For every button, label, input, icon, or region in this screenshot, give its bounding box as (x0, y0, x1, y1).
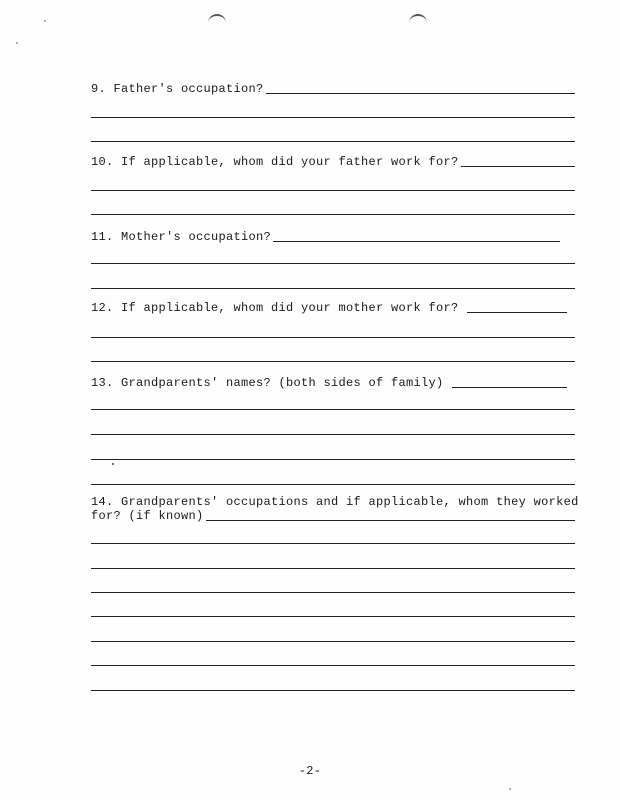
answer-line[interactable] (91, 141, 575, 142)
question-9 (91, 82, 575, 96)
question-9-answer-line[interactable] (266, 92, 575, 94)
answer-line[interactable] (91, 263, 575, 264)
question-12-label: 12. If applicable, whom did your mother work for? (91, 301, 459, 315)
question-13-answer-line[interactable] (452, 386, 567, 388)
question-11-answer-line[interactable] (273, 240, 560, 242)
answer-line[interactable] (91, 190, 575, 191)
answer-line[interactable] (91, 568, 575, 569)
page-number: -2- (298, 764, 322, 778)
answer-line[interactable] (91, 592, 575, 593)
answer-line[interactable] (91, 616, 575, 617)
answer-line[interactable] (91, 484, 575, 485)
question-12 (91, 301, 567, 315)
question-13-label: 13. Grandparents' names? (both sides of family) (91, 376, 444, 390)
answer-line[interactable] (91, 409, 575, 410)
answer-line[interactable] (91, 690, 575, 691)
answer-line[interactable] (91, 459, 575, 460)
question-14-label-line-1: 14. Grandparents' occupations and if applicable, whom they worked (91, 495, 579, 509)
punch-hole-left (208, 14, 226, 23)
answer-line[interactable] (91, 337, 575, 338)
question-14-label-line-2: for? (if known) (91, 509, 204, 523)
answer-line[interactable] (91, 641, 575, 642)
question-11 (91, 230, 560, 244)
answer-line[interactable] (91, 543, 575, 544)
answer-line[interactable] (91, 434, 575, 435)
ink-mark (112, 463, 114, 465)
answer-line[interactable] (91, 214, 575, 215)
paper-speck (16, 42, 18, 44)
question-11-label: 11. Mother's occupation? (91, 230, 272, 244)
answer-line[interactable] (91, 361, 575, 362)
question-10 (91, 155, 575, 169)
question-13 (91, 376, 567, 390)
punch-hole-right (409, 14, 427, 23)
answer-line[interactable] (91, 288, 575, 289)
answer-line[interactable] (91, 117, 575, 118)
question-14 (91, 509, 575, 523)
question-10-label: 10. If applicable, whom did your father work for? (91, 155, 459, 169)
answer-line[interactable] (91, 665, 575, 666)
paper-speck (509, 788, 511, 790)
paper-speck (44, 20, 46, 22)
question-9-label: 9. Father's occupation? (91, 82, 264, 96)
question-10-answer-line[interactable] (461, 165, 575, 167)
question-14-answer-line[interactable] (206, 519, 575, 521)
question-12-answer-line[interactable] (467, 311, 567, 313)
